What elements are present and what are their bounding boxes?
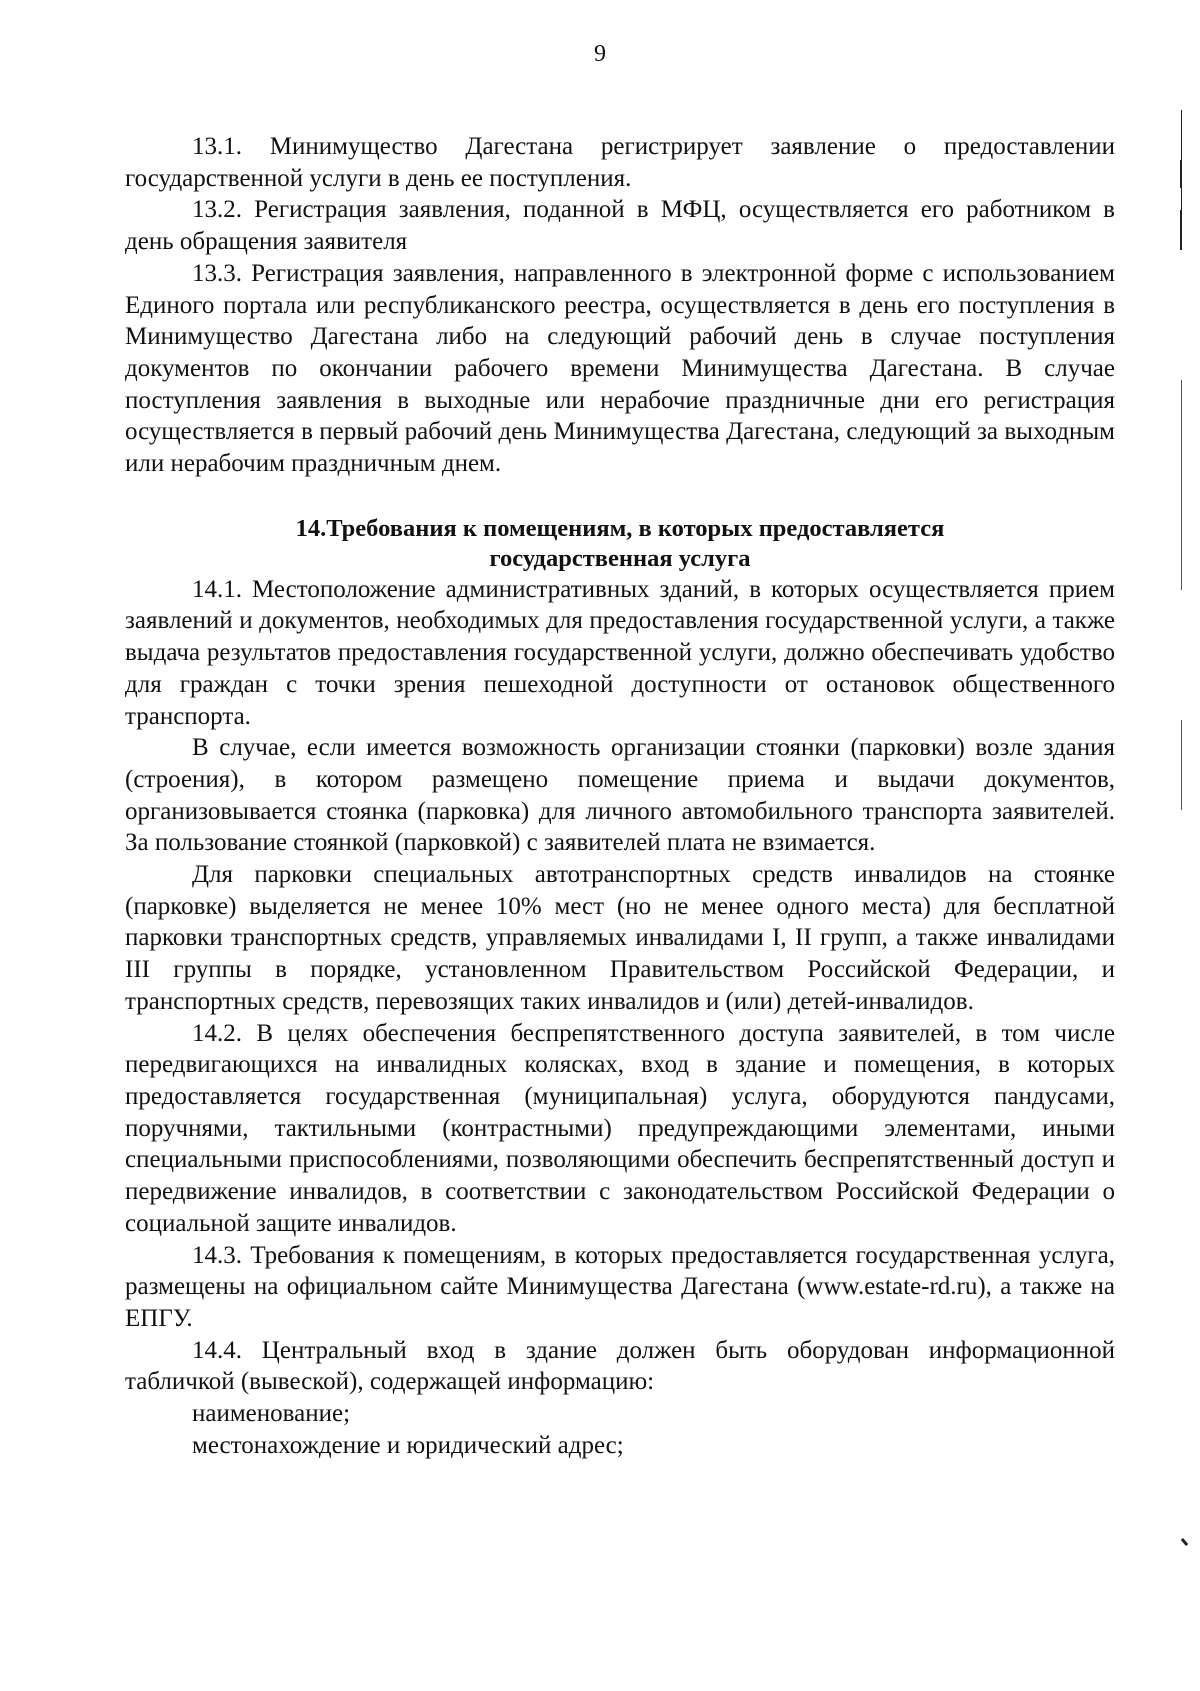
page-number: 9: [594, 41, 606, 67]
scan-mark: [1181, 1538, 1188, 1546]
document-body: [125, 131, 1115, 1461]
paragraph-14-3: 14.3. Требования к помещениям, в которых предоставляется государственная услуга, размещены на официальном сайте Минимущества Дагестана (www.estate-rd.ru), а также на ЕПГУ.: [125, 1241, 1115, 1332]
scan-mark: [1180, 210, 1182, 250]
list-item-name: наименование;: [192, 1400, 351, 1428]
scan-mark: [1181, 380, 1182, 590]
section-14-heading-line1: 14.Требования к помещениям, в которых предоставляется: [295, 514, 945, 542]
scan-mark: [1180, 160, 1182, 188]
paragraph-14-1: 14.1. Местоположение административных зданий, в которых осуществляется прием заявлений и документов, необходимых для предоставления государственной услуги, а также выдача результатов предоставления государственной услуги, должно обеспечивать удобство для граждан с точки зрения пешеходной доступности от остановок общественного транспорта.: [125, 575, 1115, 730]
paragraph-13-3: 13.3. Регистрация заявления, направленного в электронной форме с использованием Единого портала или республиканского реестра, осуществляется в день его поступления в Минимущество Дагестана либо на следующий рабочий день в случае поступления документов по окончании рабочего времени Минимущества Дагестана. В случае поступления заявления в выходные или нерабочие праздничные дни его регистрация осуществляется в первый рабочий день Минимущества Дагестана, следующий за выходным или нерабочим праздничным днем.: [125, 259, 1115, 478]
section-14-heading-line2: государственная услуга: [489, 544, 751, 572]
list-item-address: местонахождение и юридический адрес;: [192, 1431, 624, 1459]
paragraph-parking: В случае, если имеется возможность организации стоянки (парковки) возле здания (строения), в котором размещено помещение приема и выдачи документов, организовывается стоянка (парковка) для личного автомобильного транспорта заявителей. За пользование стоянкой (парковкой) с заявителей плата не взимается.: [125, 734, 1115, 857]
paragraph-14-2: 14.2. В целях обеспечения беспрепятственного доступа заявителей, в том числе передвигающихся на инвалидных колясках, вход в здание и помещения, в которых предоставляется государственная (муниципальная) услуга, оборудуются пандусами, поручнями, тактильными (контрастными) предупреждающими элементами, иными специальными приспособлениями, позволяющими обеспечить беспрепятственный доступ и передвижение инвалидов, в соответствии с законодательством Российской Федерации о социальной защите инвалидов.: [125, 1019, 1115, 1237]
scan-mark: [1181, 720, 1182, 810]
paragraph-13-1: 13.1. Минимущество Дагестана регистрирует заявление о предоставлении государственной услуги в день ее поступления.: [125, 133, 1115, 192]
paragraph-disabled-parking: Для парковки специальных автотранспортных средств инвалидов на стоянке (парковке) выделяется не менее 10% мест (но не менее одного места) для бесплатной парковки транспортных средств, управляемых инвалидами I, II групп, а также инвалидами III группы в порядке, установленном Правительством Российской Федерации, и транспортных средств, перевозящих таких инвалидов и (или) детей-инвалидов.: [125, 861, 1115, 1015]
section-14-heading: [125, 514, 1115, 574]
paragraph-13-2: 13.2. Регистрация заявления, поданной в МФЦ, осуществляется его работником в день обращения заявителя: [125, 196, 1115, 256]
paragraph-14-4: 14.4. Центральный вход в здание должен быть оборудован информационной табличкой (вывеской), содержащей информацию:: [125, 1336, 1115, 1396]
